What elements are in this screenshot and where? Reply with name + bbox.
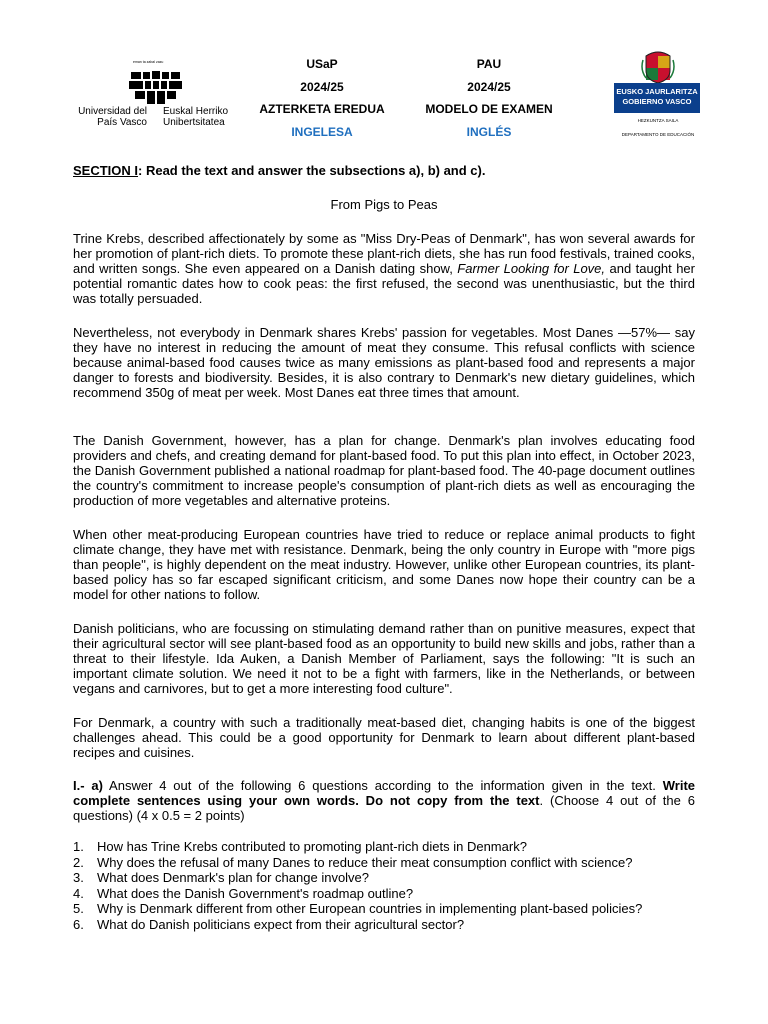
department-name-basque: HEZKUNTZA SAILA — [637, 118, 679, 123]
task-emphasis: Write complete sentences using your own words. Do not copy from the text — [73, 778, 695, 809]
upv-ehu-logo — [75, 60, 235, 130]
question-item — [73, 886, 713, 902]
government-name-basque: EUSKO JAURLARITZA — [616, 87, 698, 96]
article-paragraph-4: When other meat-producing European countries have tried to reduce or replace animal products to fight climate change, they have met with resistance. Denmark, being the only country in Europe with "more pigs than people", is highly dependent on the meat industry. However, unlike other European countries, its plant-based policy has so far escaped significant criticism, and some Danes now hope their country can be a model for other nations to follow. — [73, 527, 695, 603]
article-paragraph-2: Nevertheless, not everybody in Denmark shares Krebs' passion for vegetables. Most Danes —57%— say they have no interest in reducing the amount of meat they consume. This refusal conflicts with science because animal-based food causes twice as many emissions as plant-based food and represents a major danger to forests and biodiversity. Besides, it is also contrary to Denmark's new dietary guidelines, which recommend 350g of meat per week. Most Danes eat three times that amount. — [73, 325, 695, 401]
section-label: SECTION I — [73, 163, 139, 178]
question-text: How has Trine Krebs contributed to promoting plant-rich diets in Denmark? — [97, 839, 527, 854]
question-text: What does Denmark's plan for change involve? — [97, 870, 370, 886]
section-heading — [73, 163, 485, 178]
article-paragraph-5: Danish politicians, who are focussing on stimulating demand rather than on punitive measures, expect that their agricultural sector will see plant-based food as an opportunity to build new skills and jobs, rather than a threat to their lifestyle. Ida Auken, a Danish Member of Parliament, says the following: "It is such an important climate solution. We need it not to be a fight with farmers, like in the Netherlands, or between vegans and carnivores, but to get a more interesting food culture". — [73, 621, 695, 697]
task-points: . (Choose 4 out of the 6 questions) (4 x 0.5 = 2 points) — [73, 793, 695, 824]
exam-year-basque: 2024/25 — [300, 79, 344, 94]
university-name-basque: Euskal Herriko Unibertsitatea — [163, 106, 229, 128]
coat-of-arms-icon — [640, 50, 676, 84]
question-text: Why is Denmark different from other European countries in implementing plant-based policies? — [97, 901, 643, 917]
article-paragraph-1 — [73, 231, 695, 306]
header-column-spanish — [410, 57, 568, 147]
upv-motto: eman ta zabal zazu — [133, 60, 164, 64]
question-number: 6. — [73, 916, 84, 932]
department-name-spanish: DEPARTAMENTO DE EDUCACIÓN — [621, 132, 695, 137]
question-text: What does the Danish Government's roadmap outline? — [97, 885, 414, 901]
question-item — [73, 839, 713, 855]
question-item — [73, 855, 713, 871]
question-list — [73, 839, 713, 933]
upv-tree-emblem-icon — [127, 66, 183, 106]
section-instructions: : Read the text and answer the subsections a), b) and c). — [138, 163, 486, 178]
subject-basque: INGELESA — [291, 124, 353, 139]
question-number: 2. — [73, 854, 84, 870]
question-text: Why does the refusal of many Danes to reduce their meat consumption conflict with science? — [97, 854, 633, 870]
question-text: What do Danish politicians expect from their agricultural sector? — [97, 916, 465, 932]
show-title: Farmer Looking for Love, — [457, 261, 606, 277]
subject-spanish: INGLÉS — [466, 124, 512, 139]
exam-model-spanish: MODELO DE EXAMEN — [425, 102, 553, 116]
paragraph-text: Trine Krebs, described affectionately by some as "Miss Dry-Peas of Denmark", has won several awards for her promotion of plant-rich diets. To promote these plant-rich diets, she has run food festivals, trained cooks, and written songs. She even appeared on a Danish dating show, — [73, 231, 695, 277]
paragraph-text: and taught her potential romantic dates how to cook peas: the first refused, the second was unenthusiastic, but the third was totally persuaded. — [73, 261, 695, 307]
question-item — [73, 917, 713, 933]
header-column-basque — [240, 57, 404, 147]
question-item — [73, 901, 713, 917]
basque-government-logo — [612, 50, 704, 145]
exam-code-basque: USaP — [306, 57, 338, 71]
exam-model-basque: AZTERKETA EREDUA — [259, 102, 385, 116]
question-number: 3. — [73, 870, 84, 886]
government-name-spanish: GOBIERNO VASCO — [622, 97, 692, 106]
government-name-box — [614, 83, 700, 113]
question-number: 4. — [73, 885, 84, 901]
question-number: 5. — [73, 901, 84, 917]
exam-code-spanish: PAU — [476, 57, 502, 71]
article-title: From Pigs to Peas — [330, 197, 438, 212]
article-paragraph-3: The Danish Government, however, has a plan for change. Denmark's plan involves educating food providers and chefs, and creating demand for plant-based food. To put this plan into effect, in October 2023, the Danish Government published a national roadmap for plant-based food. The 40-page document outlines the country's commitment to increase people's consumption of plant-rich diets as well as encouraging the production of more vegetables and alternative proteins. — [73, 433, 695, 509]
university-name-spanish: Universidad del País Vasco — [78, 106, 147, 128]
question-number: 1. — [73, 839, 84, 854]
task-text: Answer 4 out of the following 6 questions according to the information given in the text. — [102, 778, 663, 793]
question-item — [73, 870, 713, 886]
exam-year-spanish: 2024/25 — [467, 79, 511, 94]
task-label: I.- a) — [73, 778, 103, 793]
article-paragraph-6: For Denmark, a country with such a traditionally meat-based diet, changing habits is one of the biggest challenges ahead. This could be a good opportunity for Denmark to learn about different plant-based recipes and cuisines. — [73, 715, 695, 761]
task-instructions — [73, 778, 695, 823]
